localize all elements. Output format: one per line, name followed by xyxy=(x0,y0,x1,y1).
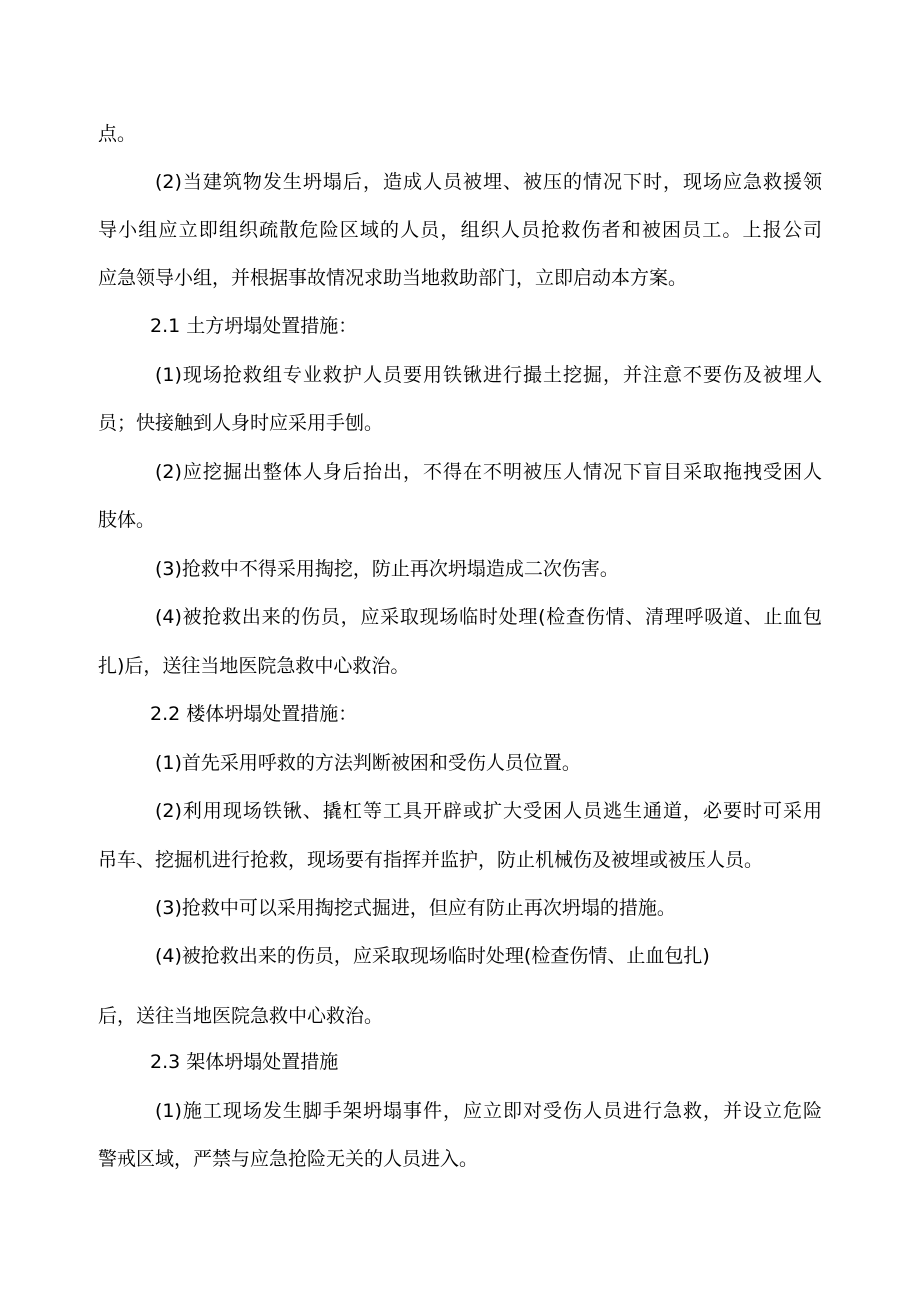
text-line: (1)施工现场发生脚手架坍塌事件，应立即对受伤人员进行急救，并设立危险 xyxy=(155,1100,822,1122)
text-line: 警戒区域，严禁与应急抢险无关的人员进入。 xyxy=(98,1148,479,1170)
text-line: (2)当建筑物发生坍塌后，造成人员被埋、被压的情况下时，现场应急救援领 xyxy=(155,171,822,193)
text-line: 点。 xyxy=(98,123,137,145)
section-heading: 2.3 架体坍塌处置措施 xyxy=(150,1051,339,1073)
text-line: 后，送往当地医院急救中心救治。 xyxy=(98,1005,384,1027)
text-line: 吊车、挖掘机进行抢救，现场要有指挥并监护，防止机械伤及被埋或被压人员。 xyxy=(98,849,764,871)
text-line: 导小组应立即组织疏散危险区域的人员，组织人员抢救伤者和被困员工。上报公司 xyxy=(98,219,822,241)
text-line: 扎)后，送往当地医院急救中心救治。 xyxy=(98,655,410,677)
text-line: 肢体。 xyxy=(98,509,156,531)
section-heading: 2.2 楼体坍塌处置措施： xyxy=(150,703,358,725)
text-line: (2)应挖掘出整体人身后抬出，不得在不明被压人情况下盲目采取拖拽受困人 xyxy=(155,461,822,483)
section-heading: 2.1 土方坍塌处置措施： xyxy=(150,315,358,337)
text-line: (4)被抢救出来的伤员，应采取现场临时处理(检查伤情、止血包扎) xyxy=(155,945,710,967)
text-line: (4)被抢救出来的伤员，应采取现场临时处理(检查伤情、清理呼吸道、止血包 xyxy=(155,606,822,628)
text-line: 应急领导小组，并根据事故情况求助当地救助部门，立即启动本方案。 xyxy=(98,267,688,289)
text-line: (3)抢救中不得采用掏挖，防止再次坍塌造成二次伤害。 xyxy=(155,558,619,580)
text-line: (1)现场抢救组专业救护人员要用铁锹进行撮土挖掘，并注意不要伤及被埋人 xyxy=(155,364,822,386)
text-line: (3)抢救中可以采用掏挖式掘进，但应有防止再次坍塌的措施。 xyxy=(155,897,676,919)
text-line: 员；快接触到人身时应采用手刨。 xyxy=(98,412,384,434)
text-line: (1)首先采用呼救的方法判断被困和受伤人员位置。 xyxy=(155,752,581,774)
text-line: (2)利用现场铁锹、撬杠等工具开辟或扩大受困人员逃生通道，必要时可采用 xyxy=(155,800,822,822)
